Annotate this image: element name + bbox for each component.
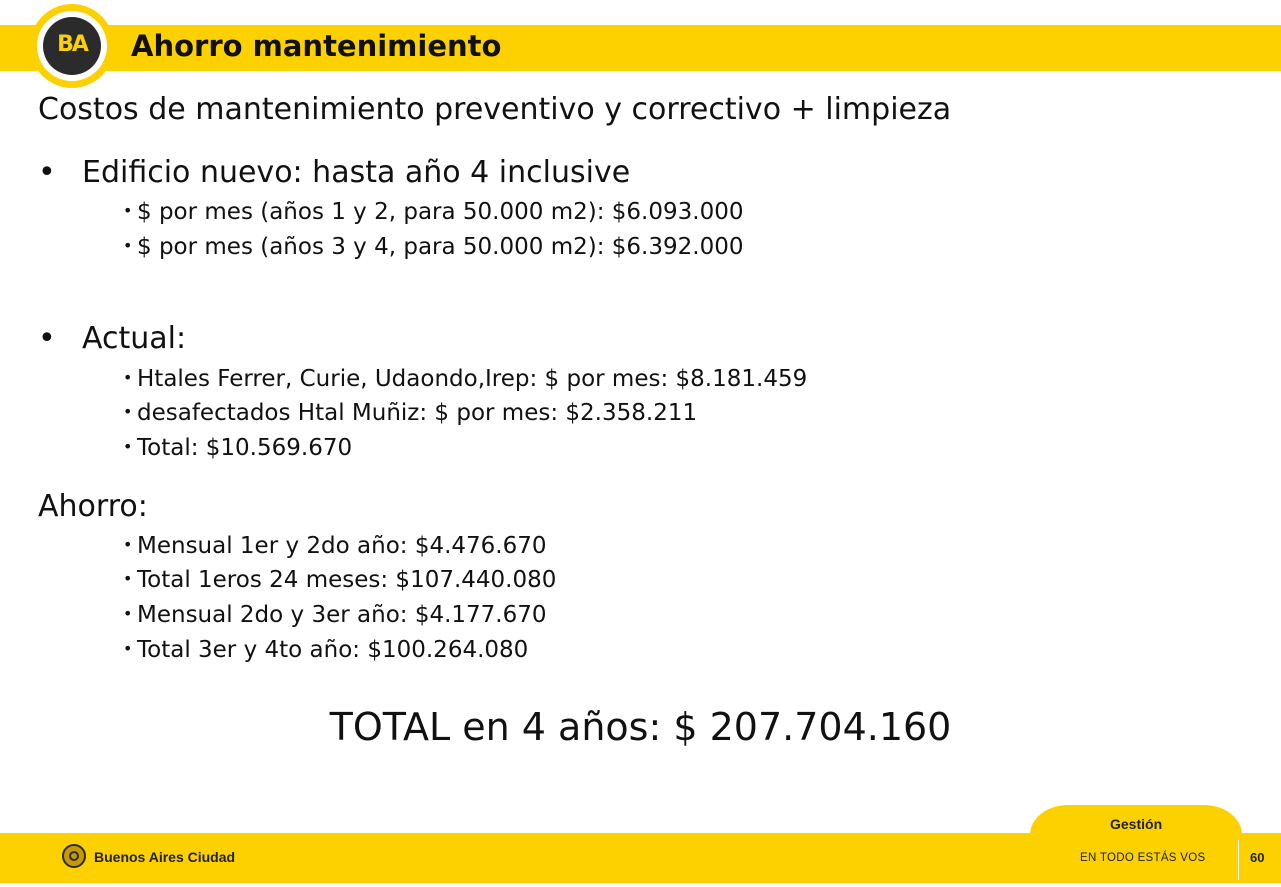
list-item: • desafectados Htal Muñiz: $ por mes: $2.358.211: [123, 400, 698, 426]
divider: [1238, 840, 1239, 880]
list-item: • Total 1eros 24 meses: $107.440.080: [123, 567, 557, 593]
list-item: • Mensual 2do y 3er año: $4.177.670: [123, 602, 547, 628]
tab-label: Gestión: [1110, 816, 1163, 832]
bullet: •: [123, 236, 133, 255]
bullet: •: [123, 368, 133, 387]
bullet: •: [123, 402, 133, 421]
bullet: •: [123, 535, 133, 554]
bullet: •: [123, 604, 133, 623]
bullet: •: [123, 201, 133, 220]
list-item: • $ por mes (años 3 y 4, para 50.000 m2): $6.392.000: [123, 234, 744, 260]
bullet: •: [123, 569, 133, 588]
list-item: • Htales Ferrer, Curie, Udaondo,Irep: $ por mes: $8.181.459: [123, 366, 808, 392]
subtitle: Costos de mantenimiento preventivo y correctivo + limpieza: [38, 92, 952, 127]
brand-name: Buenos Aires Ciudad: [94, 849, 236, 865]
bullet: •: [38, 155, 56, 190]
grand-total: TOTAL en 4 años: $ 207.704.160: [329, 705, 952, 749]
section-title: Edificio nuevo: hasta año 4 inclusive: [82, 155, 631, 190]
bullet: •: [123, 437, 133, 456]
section-title: Actual:: [82, 321, 187, 356]
section-actual: [38, 321, 186, 356]
ba-logo: [30, 4, 114, 88]
slogan: EN TODO ESTÁS VOS: [1080, 852, 1206, 864]
logo-text: BA: [57, 32, 87, 57]
list-item: • Mensual 1er y 2do año: $4.476.670: [123, 533, 547, 559]
bullet: •: [38, 321, 56, 356]
list-item: • $ por mes (años 1 y 2, para 50.000 m2): $6.093.000: [123, 199, 744, 225]
city-seal-icon: [62, 844, 86, 868]
page-number: 60: [1250, 850, 1265, 865]
list-item: • Total 3er y 4to año: $100.264.080: [123, 637, 529, 663]
section-ahorro-title: Ahorro:: [38, 489, 148, 524]
list-item: • Total: $10.569.670: [123, 435, 353, 461]
slide-title: Ahorro mantenimiento: [131, 29, 502, 63]
bullet: •: [123, 639, 133, 658]
section-edificio-nuevo: [38, 155, 630, 190]
